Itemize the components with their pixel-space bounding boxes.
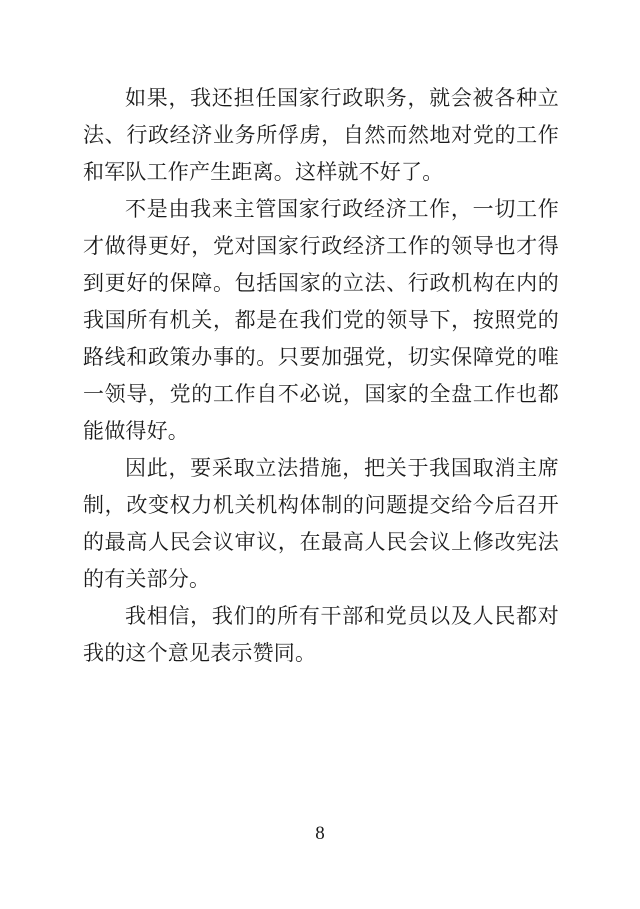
paragraph-1: 如果，我还担任国家行政职务，就会被各种立法、行政经济业务所俘虏，自然而然地对党的工作和军队工作产生距离。这样就不好了。 bbox=[83, 86, 559, 184]
paragraph-2: 不是由我来主管国家行政经济工作，一切工作才做得更好，党对国家行政经济工作的领导也才得到更好的保障。包括国家的立法、行政机构在内的我国所有机关，都是在我们党的领导下，按照党的路线和政策办事的。只要加强党，切实保障党的唯一领导，党的工作自不必说，国家的全盘工作也都能做得好。 bbox=[83, 197, 559, 443]
body-text bbox=[83, 80, 559, 672]
paragraph-4: 我相信，我们的所有干部和党员以及人民都对我的这个意见表示赞同。 bbox=[83, 604, 559, 665]
paragraph-3: 因此，要采取立法措施，把关于我国取消主席制，改变权力机关机构体制的问题提交给今后召开的最高人民会议审议，在最高人民会议上修改宪法的有关部分。 bbox=[83, 456, 559, 591]
page-number: 8 bbox=[315, 823, 325, 844]
